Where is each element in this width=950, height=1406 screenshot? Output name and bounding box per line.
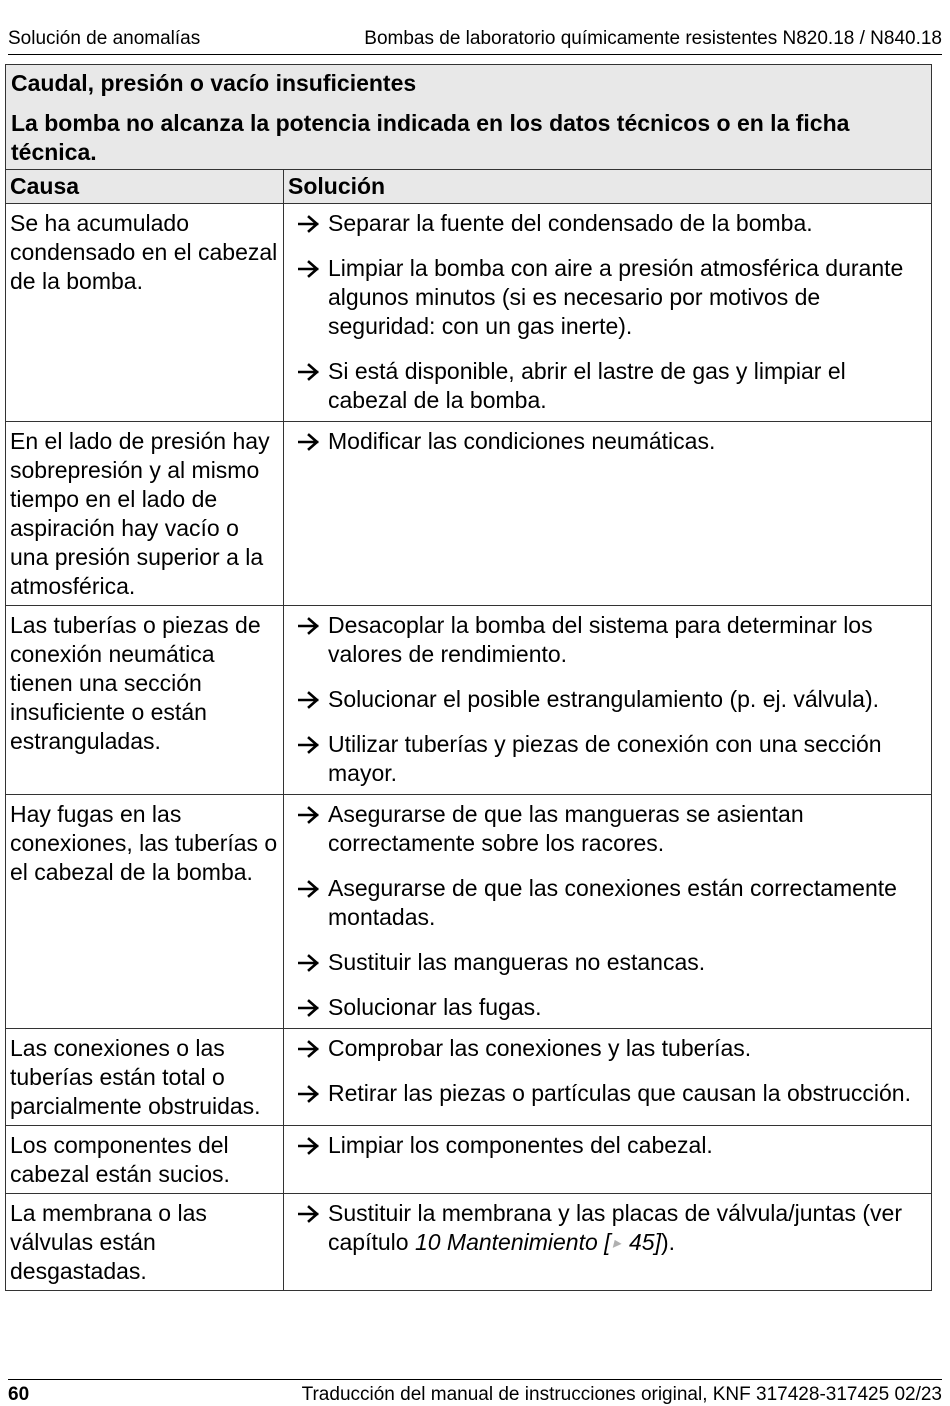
step-text: Solucionar el posible estrangulamiento (p. ej. válvula). (328, 686, 880, 712)
step-text: Retirar las piezas o partículas que causan la obstrucción. (328, 1080, 911, 1106)
solution-step (298, 357, 921, 415)
table-title: Caudal, presión o vacío insuficientes (11, 70, 417, 96)
solution-cell (284, 204, 932, 422)
step-text: Sustituir la membrana y las placas de válvula/juntas (ver capítulo (328, 1200, 902, 1255)
solution-step-text (328, 730, 921, 788)
solution-cell (284, 1194, 932, 1291)
step-text: Modificar las condiciones neumáticas. (328, 428, 716, 454)
step-text-tail: ). (660, 1229, 676, 1255)
arrow-right-icon (298, 357, 328, 386)
cause-cell: Se ha acumulado condensado en el cabezal de la bomba. (6, 204, 284, 422)
arrow-right-icon (298, 800, 328, 829)
solution-step (298, 254, 921, 341)
page-header (8, 26, 942, 55)
arrow-right-icon (298, 874, 328, 903)
solution-step (298, 685, 921, 714)
solution-step-text (328, 611, 921, 669)
arrow-right-icon (298, 730, 328, 759)
cause-cell: Las conexiones o las tuberías están total o parcialmente obstruidas. (6, 1029, 284, 1126)
column-header-solution: Solución (284, 170, 932, 204)
column-header-cause: Causa (6, 170, 284, 204)
arrow-right-icon (298, 948, 328, 977)
step-text: Limpiar los componentes del cabezal. (328, 1132, 713, 1158)
table-row (6, 795, 932, 1029)
chapter-reference-link[interactable] (415, 1229, 661, 1255)
step-text: Limpiar la bomba con aire a presión atmosférica durante algunos minutos (si es necesario por motivos de seguridad: con un gas inerte). (328, 255, 904, 339)
page-number: 60 (8, 1384, 30, 1405)
solution-step (298, 1131, 921, 1160)
solution-step (298, 1199, 921, 1258)
solution-step-text (328, 209, 813, 238)
solution-step-text (328, 1199, 921, 1258)
cause-cell: Hay fugas en las conexiones, las tuberías o el cabezal de la bomba. (6, 795, 284, 1029)
table-row (6, 1126, 932, 1194)
table-row (6, 422, 932, 606)
solution-step (298, 948, 921, 977)
troubleshooting-table (5, 64, 932, 1291)
step-text: Comprobar las conexiones y las tuberías. (328, 1035, 752, 1061)
arrow-right-icon (298, 993, 328, 1022)
solution-step (298, 800, 921, 858)
arrow-right-icon (298, 1131, 328, 1160)
cause-cell: Las tuberías o piezas de conexión neumática tienen una sección insuficiente o están estranguladas. (6, 606, 284, 795)
step-text: Si está disponible, abrir el lastre de gas y limpiar el cabezal de la bomba. (328, 358, 846, 413)
arrow-right-icon (298, 1079, 328, 1108)
solution-step (298, 874, 921, 932)
solution-cell (284, 1126, 932, 1194)
page-footer (8, 1379, 942, 1405)
solution-step (298, 1079, 921, 1108)
step-text: Asegurarse de que las mangueras se asientan correctamente sobre los racores. (328, 801, 804, 856)
solution-step-text (328, 993, 542, 1022)
arrow-right-icon (298, 685, 328, 714)
solution-step-text (328, 427, 715, 456)
solution-step-text (328, 357, 921, 415)
solution-cell (284, 422, 932, 606)
column-header-row (6, 170, 932, 204)
arrow-right-icon (298, 1199, 328, 1228)
cause-cell: La membrana o las válvulas están desgastadas. (6, 1194, 284, 1291)
table-row (6, 1029, 932, 1126)
solution-step (298, 730, 921, 788)
solution-step-text (328, 874, 921, 932)
document-title: Bombas de laboratorio químicamente resistentes N820.18 / N840.18 (364, 28, 942, 49)
step-text: Asegurarse de que las conexiones están correctamente montadas. (328, 875, 897, 930)
solution-cell (284, 795, 932, 1029)
page-reference-icon: ▸ (612, 1235, 621, 1252)
table-title-cell (6, 65, 932, 170)
solution-step (298, 993, 921, 1022)
step-text: Solucionar las fugas. (328, 994, 542, 1020)
solution-step (298, 611, 921, 669)
chapter-reference-text: 10 Mantenimiento [ (414, 1229, 611, 1255)
table-title-row (6, 65, 932, 170)
solution-step-text (328, 948, 705, 977)
solution-cell (284, 1029, 932, 1126)
step-text: Sustituir las mangueras no estancas. (328, 949, 706, 975)
cause-cell: En el lado de presión hay sobrepresión y al mismo tiempo en el lado de aspiración hay vacío o una presión superior a la atmosférica. (6, 422, 284, 606)
arrow-right-icon (298, 611, 328, 640)
solution-step (298, 209, 921, 238)
solution-step-text (328, 1079, 911, 1108)
step-text: Desacoplar la bomba del sistema para determinar los valores de rendimiento. (328, 612, 873, 667)
arrow-right-icon (298, 209, 328, 238)
footer-text: Traducción del manual de instrucciones original, KNF 317428-317425 02/23 (301, 1384, 942, 1405)
step-text: Utilizar tuberías y piezas de conexión con una sección mayor. (328, 731, 882, 786)
table-row (6, 1194, 932, 1291)
arrow-right-icon (298, 427, 328, 456)
cause-cell: Los componentes del cabezal están sucios. (6, 1126, 284, 1194)
table-row (6, 606, 932, 795)
chapter-reference-page: 45] (622, 1229, 661, 1255)
step-text: Separar la fuente del condensado de la bomba. (328, 210, 813, 236)
solution-step-text (328, 1034, 751, 1063)
arrow-right-icon (298, 254, 328, 283)
solution-step-text (328, 685, 879, 714)
solution-step (298, 427, 921, 456)
section-title: Solución de anomalías (8, 28, 201, 49)
solution-step-text (328, 254, 921, 341)
table-row (6, 204, 932, 422)
solution-step (298, 1034, 921, 1063)
arrow-right-icon (298, 1034, 328, 1063)
solution-cell (284, 606, 932, 795)
solution-step-text (328, 1131, 713, 1160)
solution-step-text (328, 800, 921, 858)
table-subtitle: La bomba no alcanza la potencia indicada en los datos técnicos o en la ficha técnica. (11, 110, 850, 165)
